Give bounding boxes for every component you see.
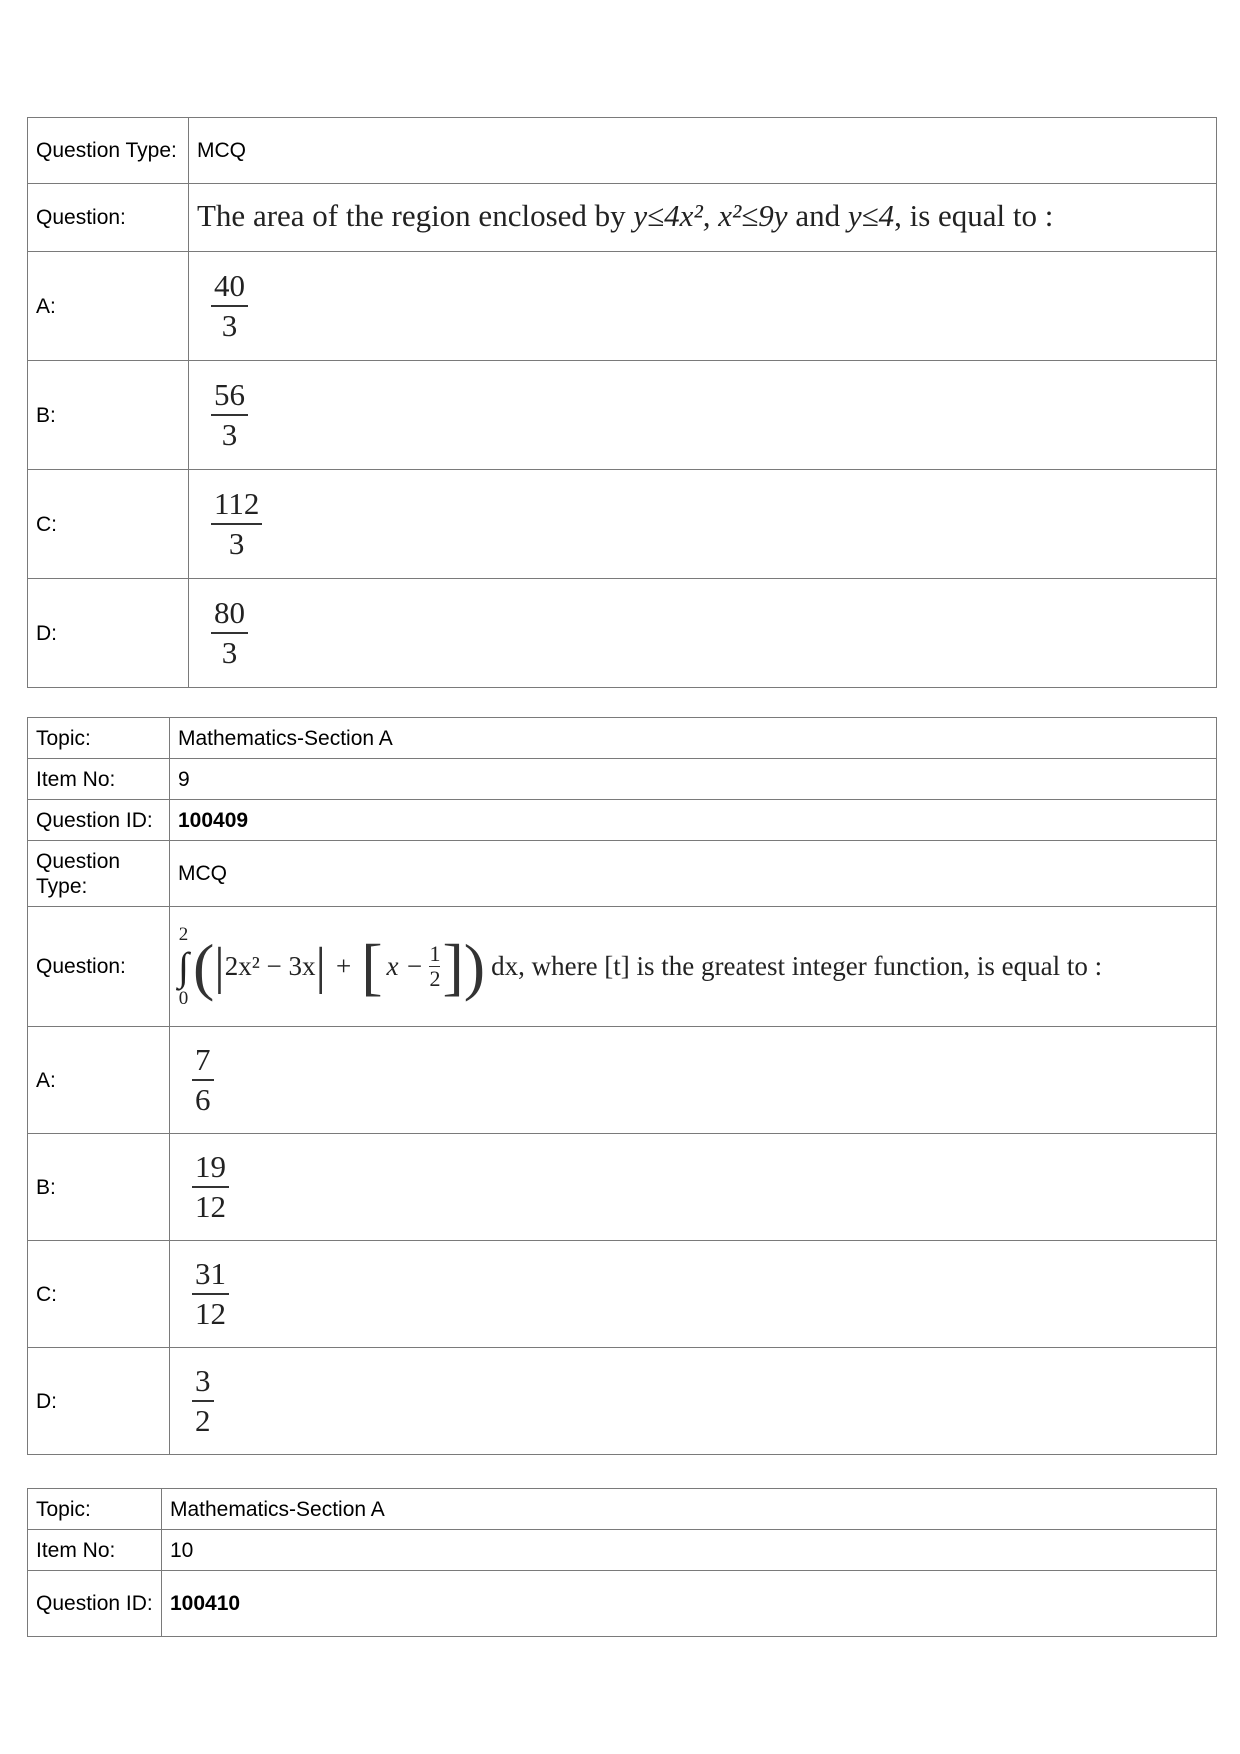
integral (178, 925, 189, 1009)
option-row-a (28, 1027, 1217, 1134)
abs-bar-left-icon: | (214, 937, 225, 995)
item-no-label: Item No: (28, 759, 170, 800)
option-label: B: (28, 361, 189, 470)
question-id-row (28, 800, 1217, 841)
fraction-numerator: 19 (195, 1149, 226, 1184)
fraction-numerator: 40 (214, 268, 245, 303)
question-type-label: Question Type: (28, 841, 170, 907)
left-paren-icon: ( (192, 930, 215, 1002)
question-type-row (28, 118, 1217, 184)
abs-bar-right-icon: | (315, 937, 326, 995)
fraction (211, 267, 248, 345)
topic-row (28, 1489, 1217, 1530)
option-label: C: (28, 470, 189, 579)
fraction-denominator: 12 (195, 1189, 226, 1224)
fraction-numerator: 112 (214, 486, 260, 521)
floor-fraction (429, 942, 440, 991)
fraction-denominator: 3 (221, 635, 238, 670)
question-row (28, 184, 1217, 252)
option-row-d (28, 579, 1217, 688)
item-no-row (28, 759, 1217, 800)
fraction (192, 1255, 229, 1333)
fraction-numerator: 1 (429, 941, 441, 966)
question-label: Question: (28, 184, 189, 252)
right-paren-icon: ) (463, 930, 486, 1002)
dx-text: dx (491, 951, 519, 981)
option-row-a (28, 252, 1217, 361)
option-row-c (28, 1241, 1217, 1348)
fraction-numerator: 80 (214, 595, 245, 630)
option-value (189, 252, 1217, 361)
topic-value: Mathematics-Section A (162, 1489, 1217, 1530)
question-prefix: The area of the region enclosed by (197, 198, 634, 233)
fraction-denominator: 2 (195, 1403, 211, 1438)
fraction (211, 376, 248, 454)
item-no-row (28, 1530, 1217, 1571)
option-label: D: (28, 1348, 170, 1455)
item-no-value: 10 (162, 1530, 1217, 1571)
option-label: A: (28, 252, 189, 361)
fraction-denominator: 3 (221, 417, 238, 452)
question-expression (178, 925, 1208, 1009)
topic-label: Topic: (28, 1489, 162, 1530)
question-table-1 (27, 117, 1217, 688)
question-label: Question: (28, 907, 170, 1027)
question-type-value: MCQ (189, 118, 1217, 184)
option-value (189, 470, 1217, 579)
question-mid: and (787, 198, 848, 233)
question-math-2: y≤4 (847, 198, 895, 233)
fraction (211, 594, 248, 672)
topic-label: Topic: (28, 718, 170, 759)
fraction-denominator: 12 (195, 1296, 226, 1331)
fraction-numerator: 31 (195, 1256, 226, 1291)
question-type-row (28, 841, 1217, 907)
fraction-denominator: 3 (228, 526, 245, 561)
option-value (170, 1027, 1217, 1134)
option-row-c (28, 470, 1217, 579)
option-label: B: (28, 1134, 170, 1241)
topic-row (28, 718, 1217, 759)
question-text (189, 184, 1217, 252)
option-value (170, 1241, 1217, 1348)
integrand-floor-left: x − (386, 951, 424, 981)
fraction (192, 1148, 229, 1226)
question-id-row (28, 1571, 1217, 1637)
option-row-d (28, 1348, 1217, 1455)
plus-icon: + (335, 951, 352, 981)
integral-sign-icon: ∫ (178, 943, 189, 989)
integral-lower-limit: 0 (178, 987, 189, 1009)
question-type-value: MCQ (170, 841, 1217, 907)
option-value (170, 1348, 1217, 1455)
question-suffix: , is equal to : (894, 198, 1054, 233)
fraction-numerator: 3 (195, 1363, 211, 1398)
question-text (170, 907, 1217, 1027)
item-no-value: 9 (170, 759, 1217, 800)
question-id-label: Question ID: (28, 800, 170, 841)
option-value (189, 579, 1217, 688)
option-row-b (28, 1134, 1217, 1241)
right-bracket-icon: ] (442, 930, 464, 1002)
fraction (211, 485, 262, 563)
option-label: A: (28, 1027, 170, 1134)
fraction-numerator: 7 (195, 1042, 211, 1077)
fraction (192, 1041, 214, 1119)
fraction-denominator: 2 (429, 966, 441, 991)
question-table-2 (27, 717, 1217, 1455)
question-math-1: y≤4x², x²≤9y (633, 198, 788, 233)
fraction-denominator: 6 (195, 1082, 211, 1117)
option-label: D: (28, 579, 189, 688)
question-suffix: , where [t] is the greatest integer function, is equal to : (518, 951, 1103, 981)
question-type-label: Question Type: (28, 118, 189, 184)
option-row-b (28, 361, 1217, 470)
question-id-value: 100409 (170, 800, 1217, 841)
fraction-numerator: 56 (214, 377, 245, 412)
topic-value: Mathematics-Section A (170, 718, 1217, 759)
question-id-value: 100410 (162, 1571, 1217, 1637)
option-label: C: (28, 1241, 170, 1348)
question-id-label: Question ID: (28, 1571, 162, 1637)
item-no-label: Item No: (28, 1530, 162, 1571)
fraction (192, 1362, 214, 1440)
question-row (28, 907, 1217, 1027)
integral-upper-limit: 2 (178, 923, 189, 945)
option-value (189, 361, 1217, 470)
left-bracket-icon: [ (361, 930, 383, 1002)
question-table-3 (27, 1488, 1217, 1637)
option-value (170, 1134, 1217, 1241)
fraction-denominator: 3 (221, 308, 238, 343)
integrand-abs: 2x² − 3x (224, 951, 316, 981)
